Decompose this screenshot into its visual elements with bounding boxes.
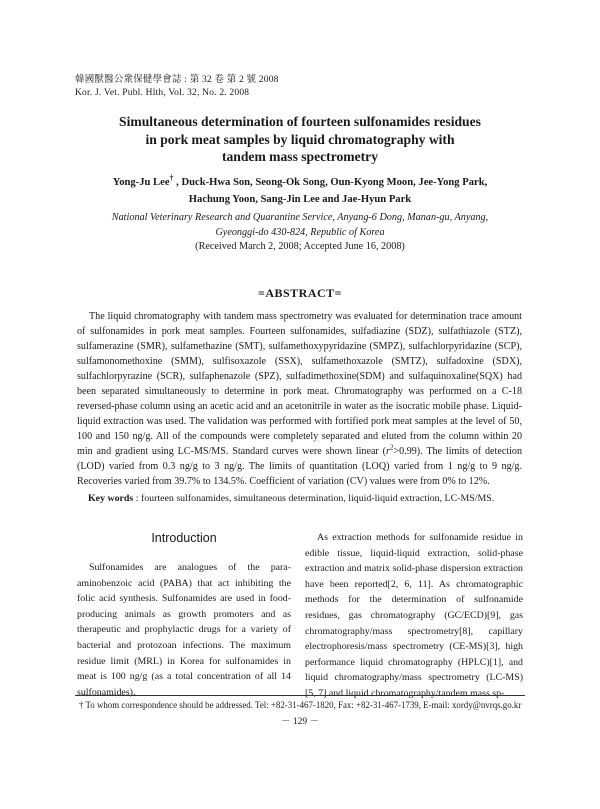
abstract-body bbox=[77, 309, 522, 489]
affiliation bbox=[70, 210, 530, 240]
journal-header bbox=[75, 74, 279, 100]
journal-name-korean: 韓國獸醫公衆保健學會誌 : 第 32 卷 第 2 號 2008 bbox=[75, 75, 279, 85]
r-symbol: r bbox=[386, 446, 390, 457]
author-list bbox=[60, 174, 540, 208]
page-number: － 129 － bbox=[280, 717, 319, 727]
title-line-3: tandem mass spectrometry bbox=[221, 149, 379, 164]
received-dates: (Received March 2, 2008; Accepted June 16, 2008) bbox=[195, 241, 405, 252]
r-superscript: 2 bbox=[389, 443, 394, 452]
footnote-rule bbox=[75, 695, 525, 696]
footnote: † To whom correspondence should be addressed. Tel: +82-31-467-1820, Fax: +82-31-467-1739, E-mail: xordy@nvrqs.go.kr bbox=[79, 700, 522, 710]
introduction-heading: Introduction bbox=[151, 531, 217, 545]
left-column bbox=[77, 530, 291, 700]
keywords bbox=[88, 492, 528, 506]
introduction-paragraph-left: Sulfonamides are analogues of the para-aminobenzoic acid (PABA) that act inhibiting the folic acid synthesis. Sulfonamides are used in food-producing animals as growth promoters and as therapeutic and prophylactic drugs for a variety of bacterial and protozoan infections. The maximum residue limit (MRL) in Korea for sulfonamides in meat is 100 ng/g (as a total concentration of all 14 sulfonamides). bbox=[77, 562, 291, 698]
right-column bbox=[305, 530, 523, 702]
corresponding-author: Yong-Ju Lee bbox=[112, 177, 170, 188]
keywords-label: Key words bbox=[88, 493, 134, 504]
title-line-1: Simultaneous determination of fourteen sulfonamides residues bbox=[119, 114, 481, 129]
abstract-text-part-2: >0.99). The limits of detection (LOD) varied from 0.3 ng/g to 3 ng/g. The limits of quantitation (LOQ) varied from 1 ng/g to 9 ng/g. Recoveries varied from 39.7% to 134.5%. Coefficient of variation (CV) values were from 0% to 12%. bbox=[77, 446, 523, 487]
paper-title bbox=[60, 113, 540, 166]
dagger-mark: † bbox=[169, 173, 174, 183]
affiliation-line-1: National Veterinary Research and Quarantine Service, Anyang-6 Dong, Manan-gu, Anyang, bbox=[111, 212, 489, 223]
abstract-heading: =ABSTRACT= bbox=[257, 286, 343, 300]
authors-continued: , Duck-Hwa Son, Seong-Ok Song, Oun-Kyong Moon, Jee-Yong Park, bbox=[173, 177, 488, 188]
abstract-text-part-1: The liquid chromatography with tandem mass spectrometry was evaluated for determination trace amount of sulfonamides in pork meat samples. Fourteen sulfonamides, sulfadiazine (SDZ), sulfathiazole (STZ), sulfamerazine (SMR), sulfamethazine (SMT), sulfamethoxypyridazine (SMPZ), sulfachlorpyridazine (SCP), sulfamonomethoxine (SMM), sulfisoxazole (SSX), sulfamethoxazole (SMTZ), sulfadoxine (SDX), sulfachlorpyrazine (SCR), sulfaphenazole (SPZ), sulfadimethoxine(SDM) and sulfaquinoxaline(SQX) had been separated simultaneously to determine in pork meat. Chromatography was performed on a C-18 reversed-phase column using an acetic acid and an acetonitrile in water as the isocratic mobile phase. Liquid-liquid extraction was used. The validation was performed with fortified pork meat samples at the level of 50, 100 and 150 ng/g. All of the compounds were completely separated and eluted from the column within 20 min and gradient using LC-MS/MS. Standard curves were shown linear ( bbox=[77, 311, 522, 457]
affiliation-line-2: Gyeonggi-do 430-824, Republic of Korea bbox=[215, 227, 385, 238]
title-line-2: in pork meat samples by liquid chromatography with bbox=[145, 131, 455, 147]
journal-name-english: Kor. J. Vet. Publ. Hlth, Vol. 32, No. 2. 2008 bbox=[75, 88, 250, 98]
keywords-text: : fourteen sulfonamides, simultaneous determination, liquid-liquid extraction, LC-MS/MS. bbox=[133, 493, 495, 504]
introduction-paragraph-right: As extraction methods for sulfonamide residue in edible tissue, liquid-liquid extraction, solid-phase extraction and matrix solid-phase dispersion extraction have been reported[2, 6, 11]. As chromatographic methods for the determination of sulfonamide residues, gas chromatography (GC/ECD)[9], gas chromatography/mass spectrometry[8], capillary electrophoresis/mass spectrometry (CE-MS)[3], high performance liquid chromatography (HPLC)[1], and liquid chromatography/mass spectrometry (LC-MS) [5, 7] and liquid chromatography/tandem mass sp- bbox=[305, 532, 523, 699]
authors-line-2: Hachung Yoon, Sang-Jin Lee and Jae-Hyun Park bbox=[188, 194, 412, 205]
authors-line-1 bbox=[60, 174, 540, 191]
